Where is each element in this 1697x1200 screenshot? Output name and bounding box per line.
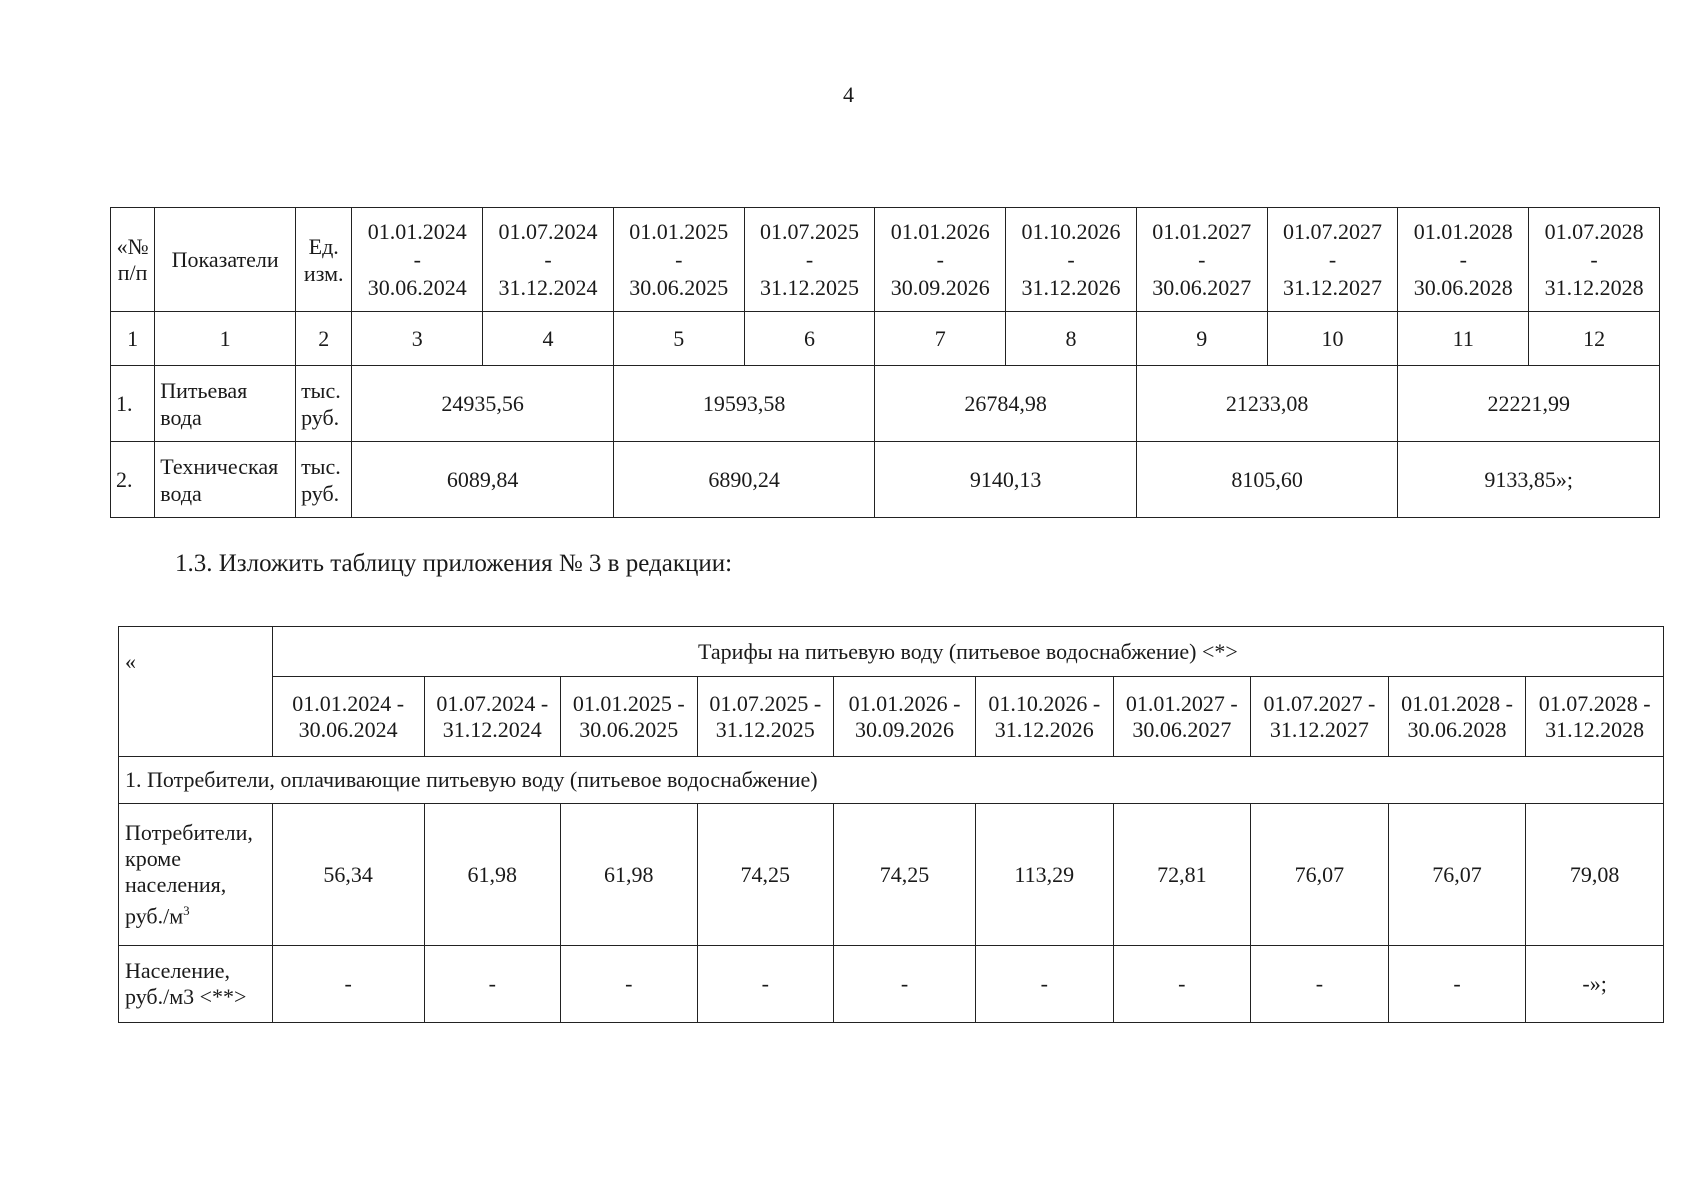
period-line: 30.06.2027 <box>1152 274 1252 300</box>
table-header-row <box>111 208 1660 312</box>
period-line: - <box>1328 246 1337 272</box>
value-cell: 8105,60 <box>1136 442 1398 518</box>
tariff-value: 113,29 <box>975 804 1113 946</box>
row-label-text: руб./м3 <**> <box>125 984 247 1009</box>
unit-header <box>296 208 352 312</box>
tariff-value: - <box>424 946 561 1023</box>
period-line: 01.01.2025 - <box>572 690 685 716</box>
consumer-section-row <box>119 757 1664 804</box>
period-line: 30.09.2026 <box>854 716 954 742</box>
period-header <box>697 677 834 757</box>
tariff-value: - <box>975 946 1113 1023</box>
period-line: 31.12.2026 <box>1021 274 1121 300</box>
tariff-value: - <box>561 946 698 1023</box>
row-label-line <box>125 958 272 984</box>
value-cell: 21233,08 <box>1136 366 1398 442</box>
period-line: 01.01.2026 - <box>848 690 961 716</box>
period-line: 01.07.2028 <box>1544 218 1644 244</box>
unit-header-line: изм. <box>303 260 344 286</box>
row-indicator <box>155 442 296 518</box>
period-header <box>1113 677 1251 757</box>
period-line: 30.06.2027 <box>1132 716 1232 742</box>
period-header <box>1526 677 1664 757</box>
unit-header-line: Ед. <box>308 233 339 259</box>
period-line: 01.01.2028 <box>1413 218 1513 244</box>
unit-line: руб. <box>301 480 340 506</box>
row-label-text: населения, <box>125 871 227 897</box>
period-line: 01.07.2025 <box>760 218 859 244</box>
column-number: 5 <box>613 312 744 366</box>
row-label <box>119 946 273 1023</box>
indicator-line: вода <box>160 480 202 506</box>
num-header <box>111 208 155 312</box>
period-line: 30.09.2026 <box>890 274 990 300</box>
period-line: 01.01.2024 - <box>292 690 405 716</box>
row-unit <box>296 442 352 518</box>
tariff-value: - <box>834 946 976 1023</box>
column-number: 12 <box>1529 312 1660 366</box>
column-number: 10 <box>1267 312 1398 366</box>
period-line: - <box>1067 246 1075 272</box>
period-header-row <box>119 677 1664 757</box>
table-row <box>111 442 1660 518</box>
column-number: 7 <box>875 312 1006 366</box>
column-number: 3 <box>352 312 483 366</box>
tariff-value: - <box>697 946 834 1023</box>
tariff-value: 79,08 <box>1526 804 1664 946</box>
row-number: 2. <box>111 442 155 518</box>
value-cell: 6890,24 <box>613 442 875 518</box>
tariff-title: Тарифы на питьевую воду (питьевое водоснабжение) <*> <box>272 627 1663 677</box>
period-header <box>975 677 1113 757</box>
period-line: 31.12.2024 <box>442 716 542 742</box>
period-line: - <box>1459 246 1467 272</box>
value-cell: 26784,98 <box>875 366 1137 442</box>
row-label <box>119 804 273 946</box>
period-line: - <box>675 246 683 272</box>
row-label-line <box>125 984 272 1010</box>
tariff-value: 72,81 <box>1113 804 1251 946</box>
value-cell: 9140,13 <box>875 442 1137 518</box>
opening-quote: « <box>119 627 273 757</box>
period-line: 31.12.2027 <box>1269 716 1369 742</box>
period-header <box>424 677 561 757</box>
column-number: 1 <box>111 312 155 366</box>
tariff-value: 56,34 <box>272 804 424 946</box>
period-line: 30.06.2025 <box>629 274 729 300</box>
period-line: 01.07.2024 <box>498 218 598 244</box>
column-number: 1 <box>155 312 296 366</box>
period-line: - <box>1590 246 1598 272</box>
column-number: 11 <box>1398 312 1529 366</box>
tariff-value: - <box>1113 946 1251 1023</box>
tariff-value: 74,25 <box>697 804 834 946</box>
tariff-table <box>118 626 1664 1023</box>
row-label-line <box>125 820 272 846</box>
period-line: 31.12.2028 <box>1544 274 1644 300</box>
column-number: 2 <box>296 312 352 366</box>
tariff-value: -»; <box>1526 946 1664 1023</box>
column-number-row <box>111 312 1660 366</box>
tariff-value: 76,07 <box>1388 804 1526 946</box>
period-line: 01.07.2025 - <box>709 690 822 716</box>
period-line: 01.07.2028 - <box>1538 690 1651 716</box>
period-line: 01.07.2027 <box>1283 218 1382 244</box>
period-line: 31.12.2026 <box>994 716 1094 742</box>
period-header <box>483 208 614 312</box>
period-line: 30.06.2024 <box>367 274 467 300</box>
period-header <box>834 677 976 757</box>
period-line: 01.07.2024 - <box>436 690 549 716</box>
column-number: 9 <box>1136 312 1267 366</box>
period-line: 31.12.2024 <box>498 274 598 300</box>
page-number: 4 <box>843 82 854 107</box>
row-label-line <box>125 898 272 929</box>
period-line: 01.01.2028 - <box>1401 690 1513 716</box>
unit-line: руб. <box>301 404 340 430</box>
value-cell: 22221,99 <box>1398 366 1660 442</box>
column-number: 4 <box>483 312 614 366</box>
period-line: 30.06.2025 <box>579 716 679 742</box>
tariff-value: 61,98 <box>424 804 561 946</box>
row-label-text: кроме <box>125 845 181 871</box>
period-line: 01.01.2027 - <box>1125 690 1238 716</box>
period-header <box>744 208 875 312</box>
period-line: 30.06.2028 <box>1413 274 1513 300</box>
period-line: 01.10.2026 - <box>988 690 1101 716</box>
tariff-value: 76,07 <box>1251 804 1389 946</box>
row-label-text: руб./м <box>125 903 184 929</box>
value-cell: 19593,58 <box>613 366 875 442</box>
period-line: 01.10.2026 <box>1021 218 1121 244</box>
row-label-text: Население, <box>125 958 231 983</box>
period-line: 31.12.2025 <box>760 274 859 300</box>
period-header <box>1529 208 1660 312</box>
value-cell: 9133,85»; <box>1398 442 1660 518</box>
period-header <box>352 208 483 312</box>
tariff-value: 61,98 <box>561 804 698 946</box>
period-header <box>1136 208 1267 312</box>
period-line: - <box>936 246 944 272</box>
period-line: 01.01.2025 <box>629 218 729 244</box>
value-cell: 6089,84 <box>352 442 614 518</box>
row-number: 1. <box>111 366 155 442</box>
indicator-header: Показатели <box>155 208 296 312</box>
num-header-line: «№ <box>116 233 149 259</box>
section-heading: 1.3. Изложить таблицу приложения № 3 в редакции: <box>175 550 733 577</box>
num-header-line: п/п <box>117 259 148 285</box>
unit-line: тыс. <box>301 453 341 479</box>
period-header <box>1267 208 1398 312</box>
row-label-line <box>125 846 272 872</box>
tariff-value: - <box>272 946 424 1023</box>
superscript: 3 <box>183 902 190 918</box>
period-header <box>1006 208 1137 312</box>
revenue-table <box>110 207 1660 518</box>
table-row <box>119 946 1664 1023</box>
period-header <box>613 208 744 312</box>
tariff-value: - <box>1251 946 1389 1023</box>
period-line: - <box>413 246 421 272</box>
indicator-line: Техническая <box>160 453 279 479</box>
period-line: 01.07.2027 - <box>1263 690 1376 716</box>
tariff-value: - <box>1388 946 1526 1023</box>
period-header <box>875 208 1006 312</box>
tariff-title-row <box>119 627 1664 677</box>
period-header <box>1251 677 1389 757</box>
period-line: - <box>544 246 552 272</box>
row-label-text: Потребители, <box>125 819 253 845</box>
column-number: 6 <box>744 312 875 366</box>
period-line: 01.01.2026 <box>890 218 990 244</box>
indicator-line: Питьевая <box>160 377 248 403</box>
table-row <box>111 366 1660 442</box>
value-cell: 24935,56 <box>352 366 614 442</box>
indicator-line: вода <box>160 404 202 430</box>
consumer-section-title: 1. Потребители, оплачивающие питьевую воду (питьевое водоснабжение) <box>119 757 1664 804</box>
period-line: 30.06.2028 <box>1407 716 1507 742</box>
period-header <box>272 677 424 757</box>
row-indicator <box>155 366 296 442</box>
period-line: - <box>805 246 814 272</box>
period-header <box>1398 208 1529 312</box>
row-unit <box>296 366 352 442</box>
table-row <box>119 804 1664 946</box>
column-number: 8 <box>1006 312 1137 366</box>
tariff-value: 74,25 <box>834 804 976 946</box>
period-line: 01.01.2024 <box>367 218 467 244</box>
period-line: 31.12.2025 <box>715 716 815 742</box>
period-line: 01.01.2027 <box>1152 218 1252 244</box>
row-label-line <box>125 872 272 898</box>
period-line: 31.12.2027 <box>1283 274 1382 300</box>
period-line: 31.12.2028 <box>1545 716 1645 742</box>
period-header <box>561 677 698 757</box>
period-header <box>1388 677 1526 757</box>
unit-line: тыс. <box>301 377 341 403</box>
period-line: 30.06.2024 <box>298 716 398 742</box>
period-line: - <box>1198 246 1206 272</box>
